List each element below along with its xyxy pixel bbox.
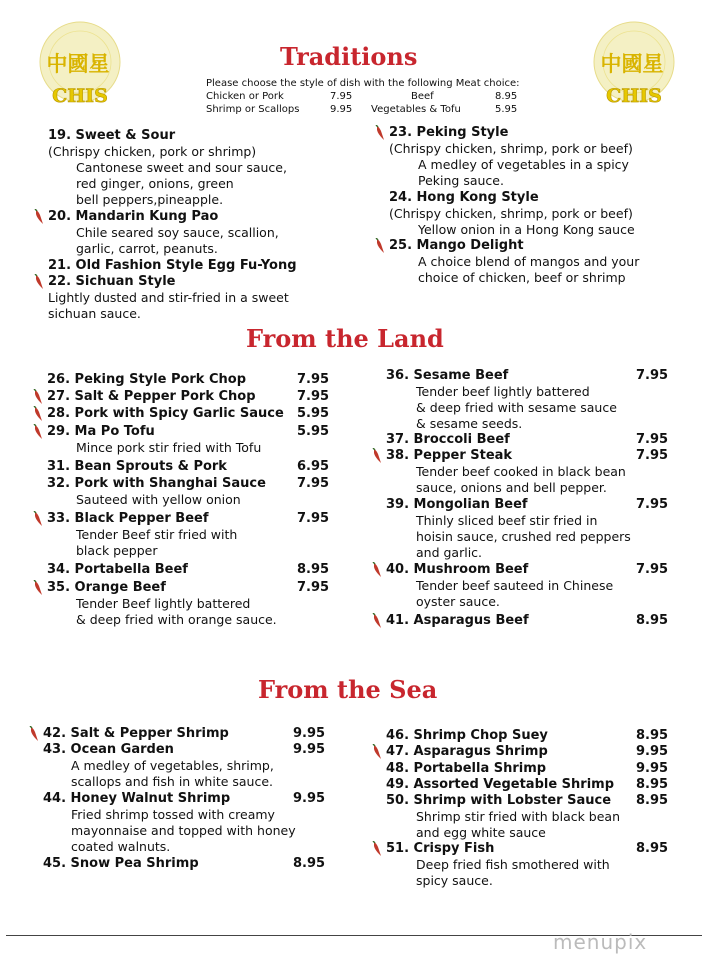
menu-item-description: red ginger, onions, green <box>76 176 234 191</box>
menu-item-name: 31. Bean Sprouts & Pork <box>47 459 227 474</box>
chili-pepper-icon <box>32 580 44 596</box>
chili-pepper-icon <box>374 125 386 141</box>
menu-item-description: sauce, onions and bell pepper. <box>416 480 607 495</box>
menu-item-name: 50. Shrimp with Lobster Sauce <box>386 793 612 808</box>
menu-item-name: 34. Portabella Beef <box>47 562 188 577</box>
chili-pepper-icon <box>28 726 40 742</box>
svg-text:中國星: 中國星 <box>46 52 110 76</box>
menu-item-name: 40. Mushroom Beef <box>386 562 529 577</box>
menu-item-price: 5.95 <box>297 424 330 439</box>
menu-item-name: 45. Snow Pea Shrimp <box>43 856 199 871</box>
menu-item-price: 8.95 <box>297 562 330 577</box>
menu-item-price: 9.95 <box>293 791 326 806</box>
menu-item-price: 7.95 <box>636 562 669 577</box>
menu-item-description: (Chrispy chicken, shrimp, pork or beef) <box>389 206 633 221</box>
menu-item-description: scallops and fish in white sauce. <box>71 774 274 789</box>
menu-item-description: Thinly sliced beef stir fried in <box>416 513 598 528</box>
chili-pepper-icon <box>371 448 383 464</box>
menu-item-description: spicy sauce. <box>416 873 493 888</box>
menu-item-name: 22. Sichuan Style <box>48 274 176 289</box>
menu-item-price: 9.95 <box>636 761 669 776</box>
menu-item-description: Chile seared soy sauce, scallion, <box>76 225 279 240</box>
menu-item-description: Tender beef sauteed in Chinese <box>416 578 614 593</box>
menu-item-description: & deep fried with orange sauce. <box>76 612 277 627</box>
choice-name: Shrimp or Scallops <box>206 104 300 115</box>
menu-item-price: 7.95 <box>297 372 330 387</box>
menu-item-name: 38. Pepper Steak <box>386 448 513 463</box>
watermark: menupix <box>553 930 648 954</box>
menu-item-name: 43. Ocean Garden <box>43 742 174 757</box>
menu-item-name: 27. Salt & Pepper Pork Chop <box>47 389 256 404</box>
choice-name: Chicken or Pork <box>206 91 284 102</box>
menu-item-price: 9.95 <box>293 742 326 757</box>
chili-pepper-icon <box>32 406 44 422</box>
menu-item-description: bell peppers,pineapple. <box>76 192 224 207</box>
menu-item-price: 8.95 <box>636 793 669 808</box>
svg-text:中國星: 中國星 <box>600 52 664 76</box>
logo-left <box>28 18 128 110</box>
menu-item-name: 25. Mango Delight <box>389 238 524 253</box>
menu-item-price: 7.95 <box>636 497 669 512</box>
menu-item-price: 7.95 <box>297 389 330 404</box>
menu-item-description: sichuan sauce. <box>48 306 141 321</box>
land-title: From the Land <box>246 324 444 353</box>
menu-item-name: 48. Portabella Shrimp <box>386 761 547 776</box>
menu-item-price: 7.95 <box>636 448 669 463</box>
menu-item-name: 23. Peking Style <box>389 125 509 140</box>
menu-item-description: (Chrispy chicken, pork or shrimp) <box>48 144 257 159</box>
menu-item-name: 39. Mongolian Beef <box>386 497 528 512</box>
menu-item-name: 36. Sesame Beef <box>386 368 509 383</box>
menu-item-price: 8.95 <box>636 613 669 628</box>
chili-pepper-icon <box>33 209 45 225</box>
menu-item-name: 29. Ma Po Tofu <box>47 424 155 439</box>
menu-item-description: Peking sauce. <box>418 173 504 188</box>
menu-item-name: 20. Mandarin Kung Pao <box>48 209 219 224</box>
menu-item-description: black pepper <box>76 543 158 558</box>
menu-item-description: Sauteed with yellow onion <box>76 492 241 507</box>
menu-item-description: Tender Beef lightly battered <box>76 596 251 611</box>
menu-item-description: Yellow onion in a Hong Kong sauce <box>418 222 635 237</box>
chili-pepper-icon <box>371 744 383 760</box>
menu-item-description: Tender beef lightly battered <box>416 384 590 399</box>
choice-name: Beef <box>411 91 434 102</box>
choice-name: Vegetables & Tofu <box>371 104 461 115</box>
menu-item-description: Fried shrimp tossed with creamy <box>71 807 275 822</box>
chili-pepper-icon <box>371 562 383 578</box>
menu-item-name: 47. Asparagus Shrimp <box>386 744 548 759</box>
menu-item-price: 9.95 <box>636 744 669 759</box>
menu-item-description: and garlic. <box>416 545 483 560</box>
menu-item-description: coated walnuts. <box>71 839 171 854</box>
menu-item-name: 41. Asparagus Beef <box>386 613 529 628</box>
chili-pepper-icon <box>32 424 44 440</box>
chili-pepper-icon <box>374 238 386 254</box>
svg-text:CHIS: CHIS <box>606 85 662 107</box>
menu-item-name: 49. Assorted Vegetable Shrimp <box>386 777 615 792</box>
menu-item-description: oyster sauce. <box>416 594 500 609</box>
menu-item-name: 26. Peking Style Pork Chop <box>47 372 247 387</box>
logo-right <box>582 18 682 110</box>
menu-item-name: 42. Salt & Pepper Shrimp <box>43 726 229 741</box>
menu-item-description: (Chrispy chicken, shrimp, pork or beef) <box>389 141 633 156</box>
menu-item-price: 7.95 <box>636 368 669 383</box>
choice-price: 7.95 <box>330 91 353 102</box>
menu-item-name: 44. Honey Walnut Shrimp <box>43 791 231 806</box>
chili-pepper-icon <box>371 841 383 857</box>
menu-item-name: 24. Hong Kong Style <box>389 190 539 205</box>
menu-item-description: garlic, carrot, peanuts. <box>76 241 218 256</box>
menu-item-price: 7.95 <box>297 580 330 595</box>
menu-item-price: 8.95 <box>293 856 326 871</box>
menu-item-price: 5.95 <box>297 406 330 421</box>
menu-item-description: A medley of vegetables in a spicy <box>418 157 629 172</box>
menu-item-name: 32. Pork with Shanghai Sauce <box>47 476 266 491</box>
menu-item-description: choice of chicken, beef or shrimp <box>418 270 626 285</box>
chili-pepper-icon <box>32 389 44 405</box>
menu-item-description: Shrimp stir fried with black bean <box>416 809 621 824</box>
sea-title: From the Sea <box>258 675 438 704</box>
menu-item-name: 19. Sweet & Sour <box>48 128 176 143</box>
menu-item-price: 7.95 <box>636 432 669 447</box>
menu-item-name: 33. Black Pepper Beef <box>47 511 209 526</box>
menu-item-description: Tender Beef stir fried with <box>76 527 238 542</box>
menu-item-description: Tender beef cooked in black bean <box>416 464 626 479</box>
menu-item-description: and egg white sauce <box>416 825 546 840</box>
menu-item-description: Mince pork stir fried with Tofu <box>76 440 262 455</box>
menu-item-description: A choice blend of mangos and your <box>418 254 640 269</box>
menu-item-description: A medley of vegetables, shrimp, <box>71 758 274 773</box>
menu-item-price: 7.95 <box>297 511 330 526</box>
menu-item-description: Lightly dusted and stir-fried in a sweet <box>48 290 289 305</box>
menu-item-price: 8.95 <box>636 728 669 743</box>
menu-item-price: 8.95 <box>636 777 669 792</box>
menu-item-price: 6.95 <box>297 459 330 474</box>
svg-text:CHIS: CHIS <box>52 85 108 107</box>
menu-item-description: mayonnaise and topped with honey <box>71 823 296 838</box>
menu-item-price: 9.95 <box>293 726 326 741</box>
menu-item-description: hoisin sauce, crushed red peppers <box>416 529 631 544</box>
chili-pepper-icon <box>33 274 45 290</box>
menu-item-name: 51. Crispy Fish <box>386 841 495 856</box>
menu-item-description: & deep fried with sesame sauce <box>416 400 617 415</box>
choice-price: 8.95 <box>495 91 518 102</box>
menu-item-price: 8.95 <box>636 841 669 856</box>
chili-pepper-icon <box>371 613 383 629</box>
chili-pepper-icon <box>32 511 44 527</box>
choice-price: 5.95 <box>495 104 518 115</box>
meat-choice-note: Please choose the style of dish with the following Meat choice: <box>206 78 520 89</box>
menu-item-name: 21. Old Fashion Style Egg Fu-Yong <box>48 258 297 273</box>
menu-item-description: Deep fried fish smothered with <box>416 857 610 872</box>
menu-item-name: 37. Broccoli Beef <box>386 432 510 447</box>
menu-item-name: 28. Pork with Spicy Garlic Sauce <box>47 406 284 421</box>
traditions-title: Traditions <box>280 42 418 71</box>
menu-item-name: 46. Shrimp Chop Suey <box>386 728 548 743</box>
menu-item-description: Cantonese sweet and sour sauce, <box>76 160 287 175</box>
choice-price: 9.95 <box>330 104 353 115</box>
menu-item-description: & sesame seeds. <box>416 416 523 431</box>
menu-item-name: 35. Orange Beef <box>47 580 166 595</box>
menu-item-price: 7.95 <box>297 476 330 491</box>
